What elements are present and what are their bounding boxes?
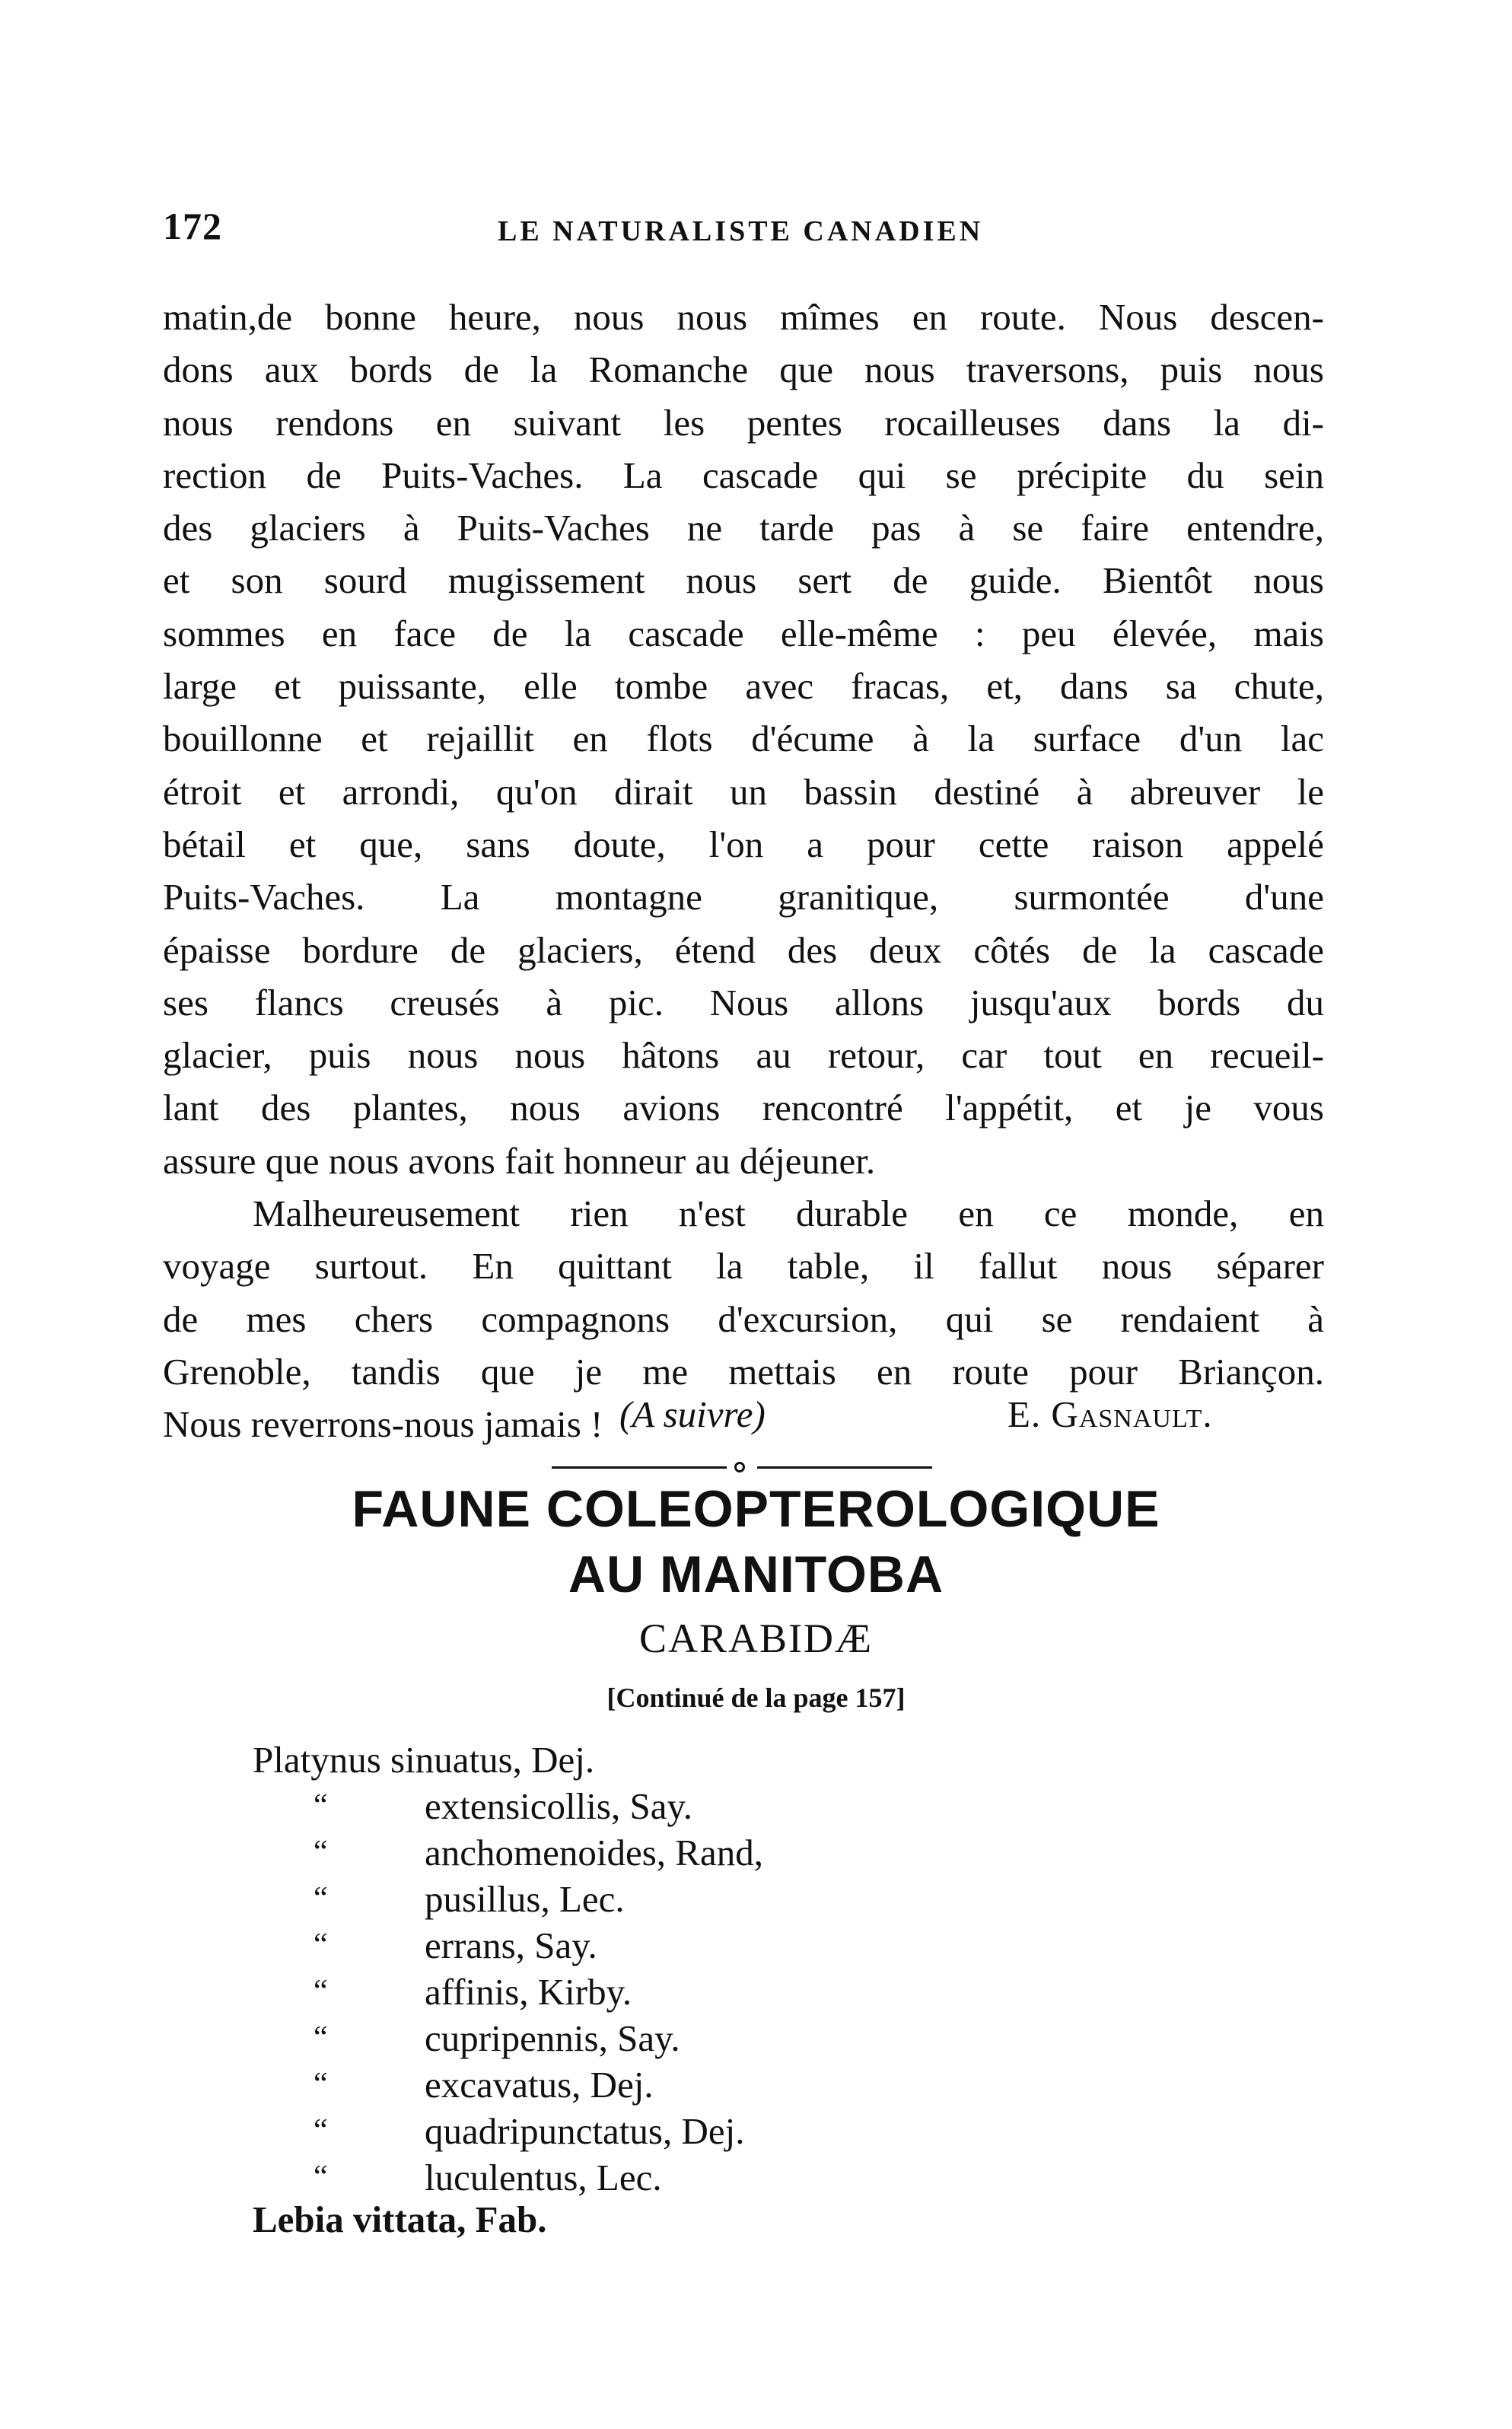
species-name: errans, Say. — [425, 1924, 597, 1966]
running-header — [163, 204, 1350, 257]
text-line: matin,de bonne heure, nous nous mîmes en route. Nous descen- — [163, 296, 1324, 338]
text-line: Malheureusement rien n'est durable en ce monde, en — [253, 1192, 1324, 1235]
ditto-mark: “ — [314, 1835, 328, 1870]
text-line: ses flancs creusés à pic. Nous allons jusqu'aux bords du — [163, 981, 1324, 1023]
ditto-mark: “ — [314, 1788, 328, 1823]
text-line: glacier, puis nous nous hâtons au retour, car tout en recueil- — [163, 1034, 1324, 1077]
species-name: affinis, Kirby. — [425, 1971, 632, 2013]
ditto-mark: “ — [314, 2020, 328, 2055]
species-name: cupripennis, Say. — [425, 2017, 680, 2059]
ditto-mark: “ — [314, 1974, 328, 2009]
divider-rule — [757, 1466, 932, 1469]
list-item — [253, 1876, 1166, 1922]
text-line: Grenoble, tandis que je me mettais en route pour Briançon. — [163, 1350, 1324, 1393]
text-line: épaisse bordure de glaciers, étend des deux côtés de la cascade — [163, 928, 1324, 971]
species-name: extensicollis, Say. — [425, 1785, 693, 1827]
list-item — [253, 1922, 1166, 1969]
text-line: sommes en face de la cascade elle-même : peu élevée, mais — [163, 612, 1324, 654]
text-line: Nous reverrons-nous jamais ! — [163, 1403, 603, 1446]
text-line: nous rendons en suivant les pentes rocailleuses dans la di- — [163, 401, 1324, 444]
list-item — [253, 1969, 1166, 2015]
text-line: rection de Puits-Vaches. La cascade qui se précipite du sein — [163, 454, 1324, 496]
text-line: de mes chers compagnons d'excursion, qui se rendaient à — [163, 1297, 1324, 1340]
list-item — [253, 2108, 1166, 2154]
running-title: LE NATURALISTE CANADIEN — [498, 215, 984, 247]
list-item — [253, 2061, 1166, 2108]
article-text — [163, 291, 1324, 1451]
species-name: quadripunctatus, Dej. — [425, 2110, 745, 2152]
text-line: lant des plantes, nous avions rencontré l'appétit, et je vous — [163, 1087, 1324, 1129]
ditto-mark: “ — [314, 2160, 328, 2195]
to-be-continued: (A suivre) — [619, 1393, 766, 1435]
article-signoff — [163, 1388, 1324, 1441]
species-list — [253, 1737, 1166, 2201]
section-title-continued: AU MANITOBA — [568, 1546, 944, 1603]
continued-note: [Continué de la page 157] — [606, 1682, 906, 1713]
text-line: bouillonne et rejaillit en flots d'écume à la surface d'un lac — [163, 718, 1324, 760]
list-item — [253, 1783, 1166, 1829]
ditto-mark: “ — [314, 1928, 328, 1963]
author-name: E. Gasnault. — [1007, 1393, 1213, 1435]
family-heading: CARABIDÆ — [638, 1616, 874, 1661]
text-line: voyage surtout. En quittant la table, il fallut nous séparer — [163, 1245, 1324, 1288]
species-name: anchomenoides, Rand, — [425, 1832, 763, 1873]
section-title: FAUNE COLEOPTEROLOGIQUE — [352, 1480, 1160, 1538]
text-line: dons aux bords de la Romanche que nous traversons, puis nous — [163, 349, 1324, 391]
page-number: 172 — [163, 205, 222, 247]
text-line: large et puissante, elle tombe avec fracas, et, dans sa chute, — [163, 665, 1324, 708]
divider-ornament — [734, 1462, 745, 1472]
ditto-mark: “ — [314, 1881, 328, 1916]
text-line: bétail et que, sans doute, l'on a pour cette raison appelé — [163, 823, 1324, 865]
species-name: excavatus, Dej. — [425, 2064, 654, 2106]
divider-rule — [552, 1466, 727, 1469]
section-divider — [552, 1460, 932, 1475]
text-line: et son sourd mugissement nous sert de guide. Bientôt nous — [163, 559, 1324, 602]
species-name-genus: Lebia vittata, Fab. — [253, 2198, 547, 2240]
list-item — [253, 1737, 1166, 1783]
text-line: Puits-Vaches. La montagne granitique, surmontée d'une — [163, 876, 1324, 918]
list-item — [253, 1829, 1166, 1876]
text-line: des glaciers à Puits-Vaches ne tarde pas à se faire entendre, — [163, 507, 1324, 549]
ditto-mark: “ — [314, 2067, 328, 2102]
text-line: assure que nous avons fait honneur au déjeuner. — [163, 1139, 876, 1182]
ditto-mark: “ — [314, 2113, 328, 2148]
list-item — [253, 2015, 1166, 2061]
text-line: étroit et arrondi, qu'on dirait un bassin destiné à abreuver le — [163, 770, 1324, 813]
species-name: Platynus sinuatus, Dej. — [253, 1739, 595, 1781]
species-name: pusillus, Lec. — [425, 1878, 625, 1920]
species-name: luculentus, Lec. — [425, 2157, 662, 2198]
